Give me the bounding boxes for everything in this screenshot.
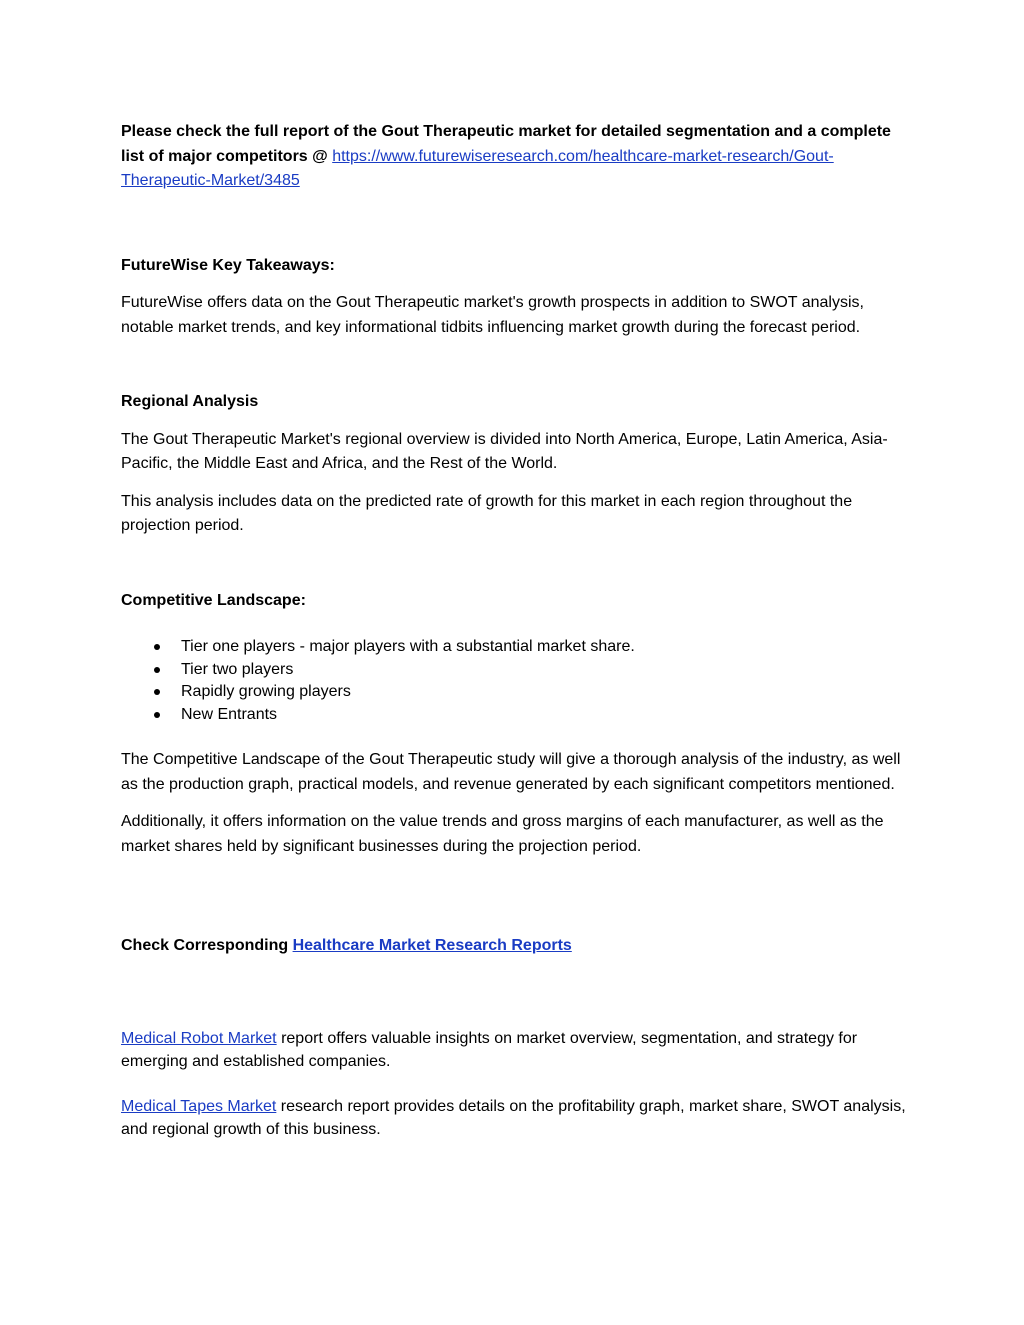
full-report-link[interactable]: https://www.futurewiseresearch.com/healthcare-market-research/Gout-Therapeutic-Market/3485 — [121, 147, 834, 189]
bullet-icon — [154, 689, 160, 695]
check-prefix: Check Corresponding — [121, 937, 293, 954]
bullet-icon — [154, 667, 160, 673]
list-item — [121, 681, 911, 704]
check-corresponding-line — [121, 934, 911, 959]
bullet-text: New Entrants — [181, 705, 278, 723]
takeaways-heading: FutureWise Key Takeaways: — [121, 256, 335, 274]
competitive-paragraph-2: Additionally, it offers information on the value trends and gross margins of each manufacturer, as well as the market shares held by significant businesses during the projection period. — [121, 813, 884, 855]
competitive-bullet-list — [121, 636, 911, 726]
bullet-text: Tier one players - major players with a substantial market share. — [181, 638, 635, 655]
medical-tapes-market-link[interactable]: Medical Tapes Market — [121, 1097, 277, 1115]
healthcare-reports-link[interactable]: Healthcare Market Research Reports — [292, 937, 572, 954]
related-report-medical-tapes — [121, 1095, 911, 1141]
regional-paragraph-2: This analysis includes data on the predicted rate of growth for this market in each region throughout the projection period. — [121, 492, 853, 534]
competitive-paragraph-1: The Competitive Landscape of the Gout Therapeutic study will give a thorough analysis of the industry, as well as the production graph, practical models, and revenue generated by each significant competitors mentioned. — [121, 751, 901, 793]
bullet-text: Rapidly growing players — [181, 683, 351, 700]
bullet-icon — [154, 644, 160, 650]
regional-heading: Regional Analysis — [121, 393, 259, 410]
bullet-text: Tier two players — [181, 660, 294, 678]
bullet-icon — [154, 712, 160, 718]
intro-paragraph — [121, 120, 911, 194]
medical-robot-market-link[interactable]: Medical Robot Market — [121, 1029, 277, 1047]
regional-paragraph-1: The Gout Therapeutic Market's regional overview is divided into North America, Europe, Latin America, Asia-Pacific, the Middle East and Africa, and the Rest of the World. — [121, 430, 888, 472]
related-text: research report provides details on the profitability graph, market share, SWOT analysis, and regional growth of this business. — [121, 1097, 906, 1138]
document-page — [121, 120, 911, 1141]
list-item — [121, 659, 911, 682]
related-report-medical-robot — [121, 1027, 911, 1073]
intro-text: Please check the full report of the Gout Therapeutic market for detailed segmentation and a complete list of major competitors @ — [121, 123, 891, 165]
competitive-heading: Competitive Landscape: — [121, 591, 306, 609]
related-text: report offers valuable insights on market overview, segmentation, and strategy for emerging and established companies. — [121, 1029, 858, 1070]
list-item — [121, 704, 911, 727]
list-item — [121, 636, 911, 659]
takeaways-body: FutureWise offers data on the Gout Therapeutic market's growth prospects in addition to SWOT analysis, notable market trends, and key informational tidbits influencing market growth during the forecast period. — [121, 294, 864, 336]
